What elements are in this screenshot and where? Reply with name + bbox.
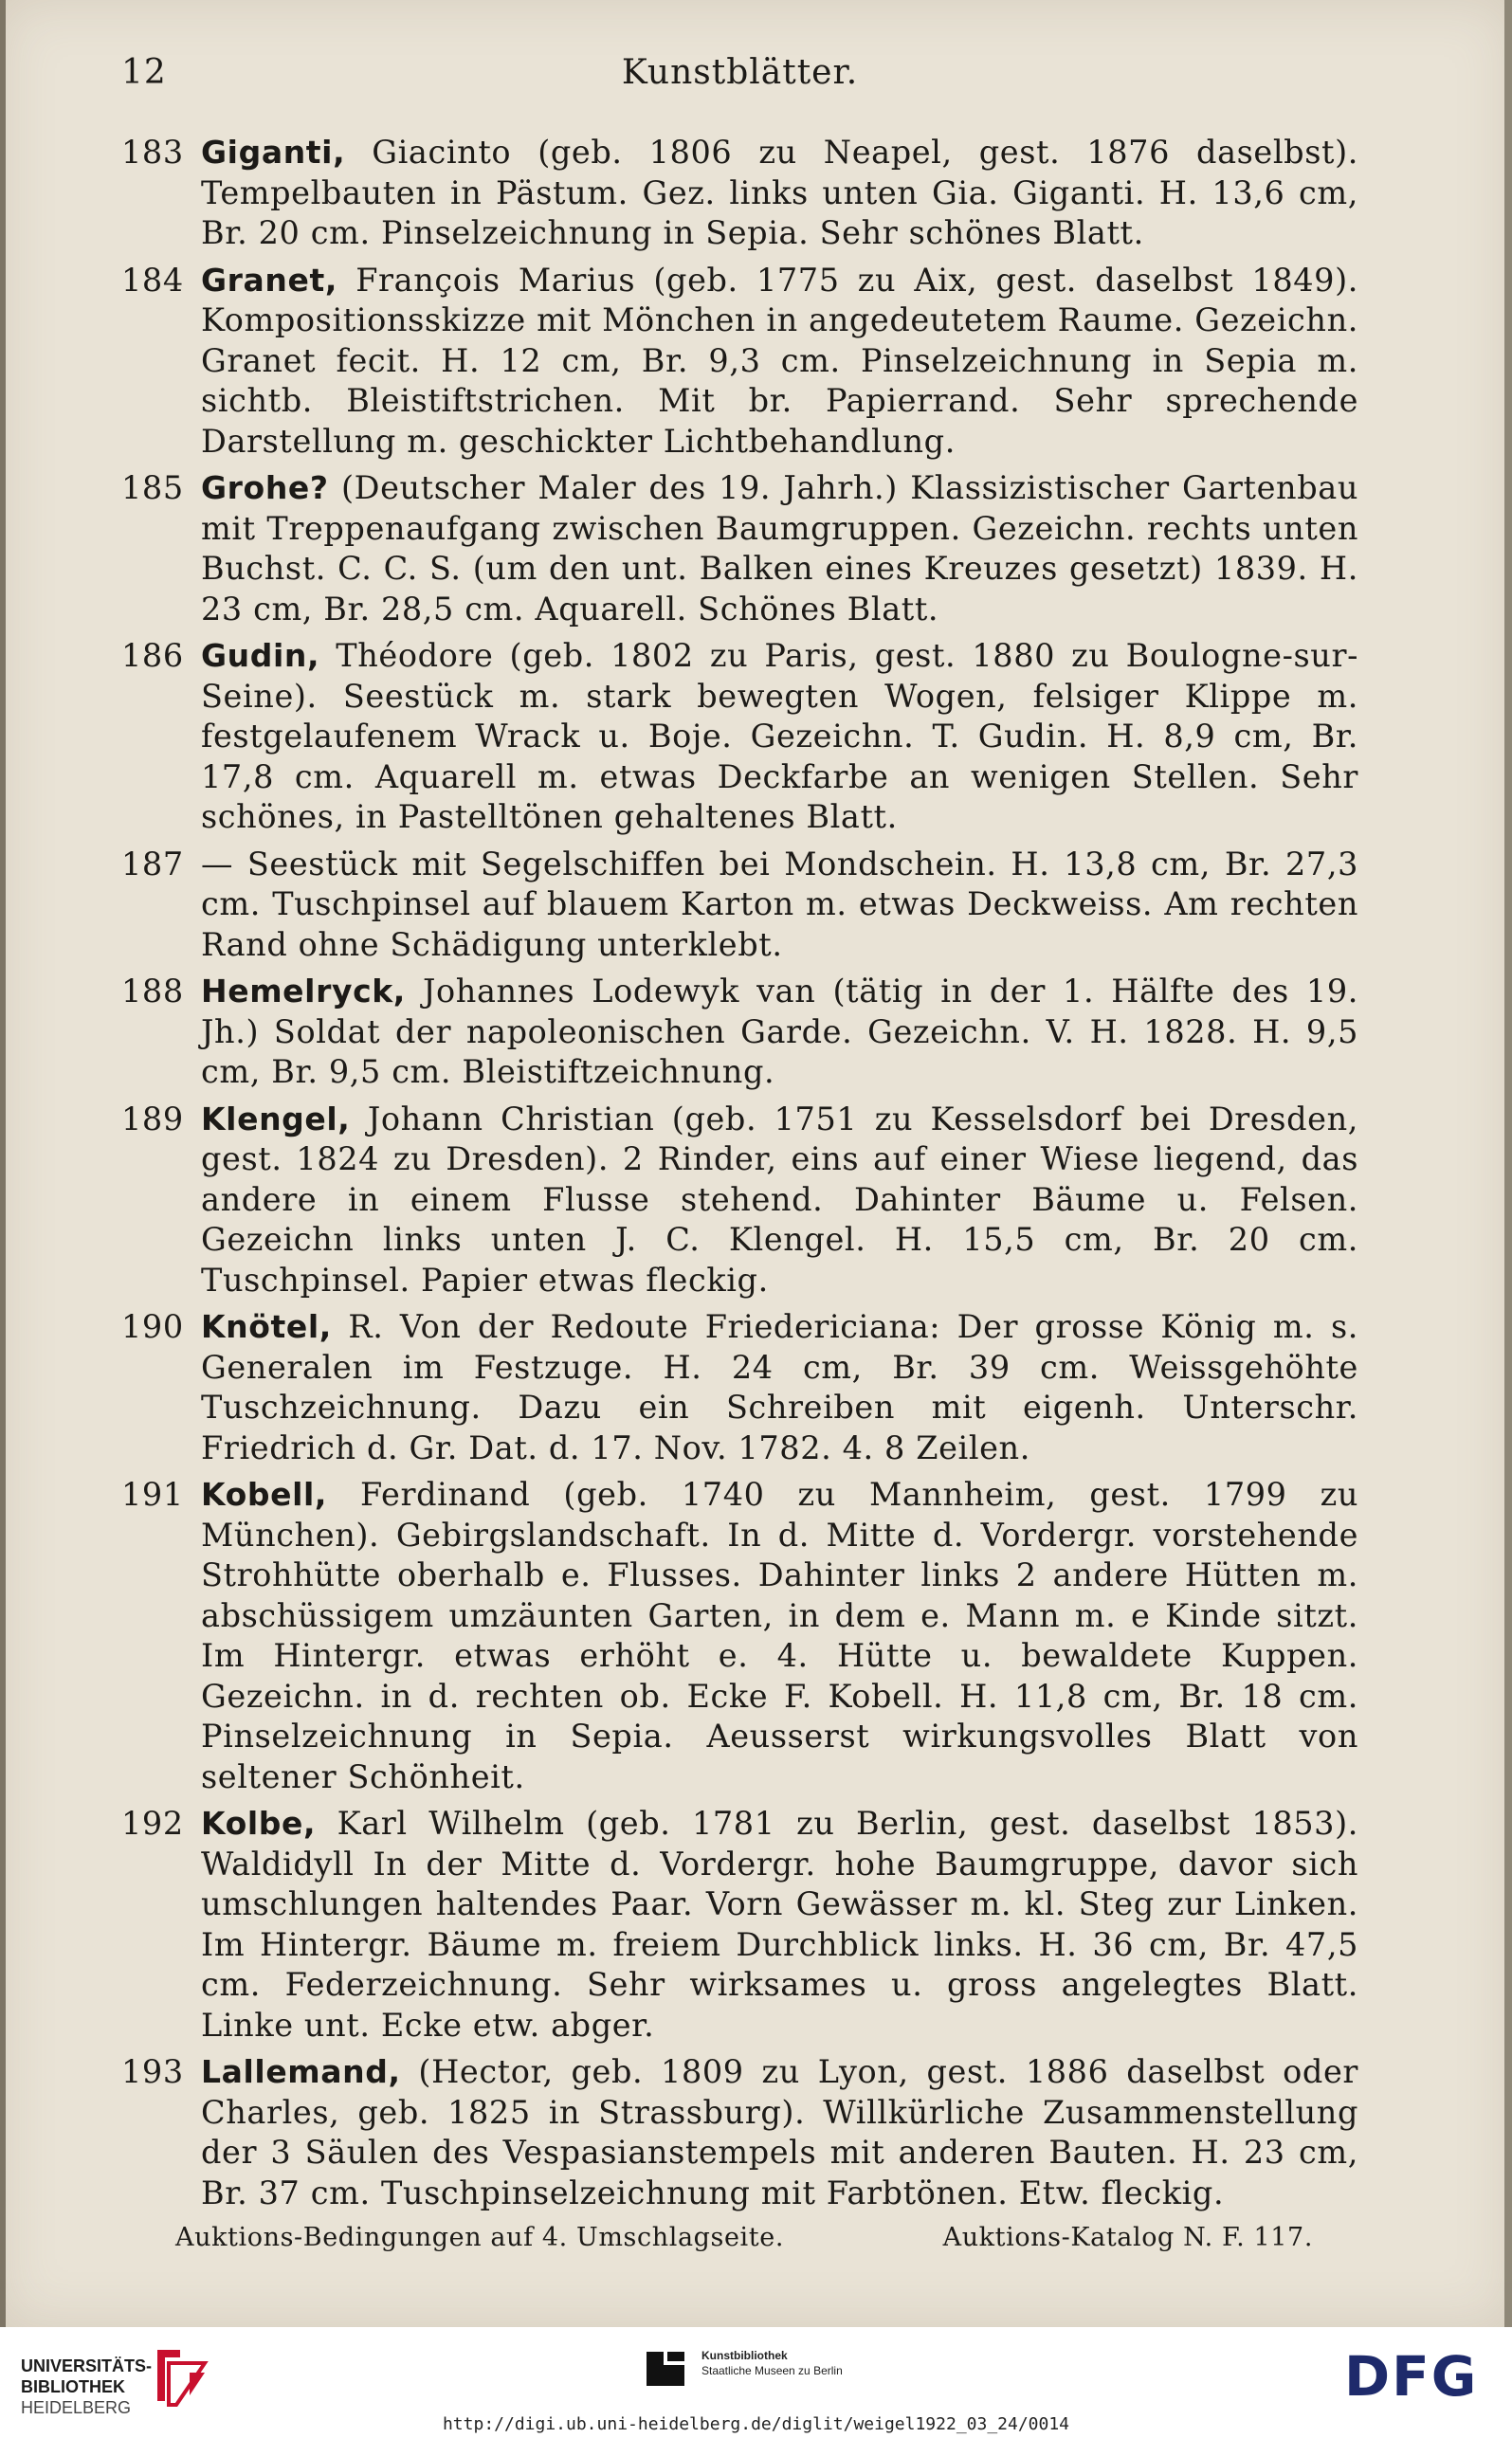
entry-text: (Deutscher Maler des 19. Jahrh.) Klassizistischer Gartenbau mit Treppenaufgang zwischen Baumgruppen. Gezeichn. rechts unten Buchst. C. C. S. (um den unt. Balken eines Kreuzes gesetzt) 1839. H. 23 cm, Br. 28,5 cm. Aquarell. Schönes Blatt. [201, 469, 1358, 628]
artist-name: Hemelryck, [201, 973, 406, 1010]
library-bar [0, 2327, 1512, 2438]
entry-number: 190 [121, 1308, 184, 1345]
artist-name: Kobell, [201, 1476, 328, 1513]
entry-text: (Hector, geb. 1809 zu Lyon, gest. 1886 daselbst oder Charles, geb. 1825 in Strassburg). Willkürliche Zusammenstellung der 3 Säulen des Vespasianstempels mit anderen Bauten. H. 23 cm, Br. 37 cm. Tuschpinselzeichnung mit Farbtönen. Etw. fleckig. [201, 2053, 1358, 2211]
uni-line-2: BIBLIOTHEK [21, 2377, 125, 2396]
artist-name: Granet, [201, 261, 338, 299]
entry-text: — Seestück mit Segelschiffen bei Mondschein. H. 13,8 cm, Br. 27,3 cm. Tuschpinsel auf blauem Karton m. etwas Deckweiss. Am rechten Rand ohne Schädigung unterklebt. [201, 845, 1358, 963]
entry-number: 185 [121, 469, 184, 506]
catalog-entry [121, 972, 1358, 1093]
running-title: Kunstblätter. [621, 53, 859, 92]
entry-number: 193 [121, 2053, 184, 2090]
artist-name: Grohe? [201, 469, 329, 506]
entry-number: 186 [121, 637, 184, 674]
catalog-entry [121, 636, 1358, 838]
catalog-entry [121, 261, 1358, 463]
catalog-entry [121, 1475, 1358, 1797]
catalog-entry [121, 133, 1358, 254]
catalog-entry [121, 2052, 1358, 2213]
catalog-entry [121, 1804, 1358, 2046]
catalog-entry [121, 845, 1358, 966]
entry-number: 187 [121, 845, 184, 882]
entry-text: Johannes Lodewyk van (tätig in der 1. Hälfte des 19. Jh.) Soldat der napoleonischen Garde. Gezeichn. V. H. 1828. H. 9,5 cm, Br. 9,5 cm. Bleistiftzeichnung. [201, 973, 1358, 1090]
kunstbibliothek-label[interactable] [701, 2348, 843, 2378]
kunstbibliothek-logo-icon [645, 2348, 686, 2390]
entry-text: Théodore (geb. 1802 zu Paris, gest. 1880 zu Boulogne-sur-Seine). Seestück m. stark bewegten Wogen, felsiger Klippe m. festgelaufenem Wrack u. Boje. Gezeichn. T. Gudin. H. 8,9 cm, Br. 17,8 cm. Aquarell m. etwas Deckfarbe an wenigen Stellen. Sehr schönes, in Pastelltönen gehaltenes Blatt. [201, 637, 1358, 835]
entry-text: François Marius (geb. 1775 zu Aix, gest. daselbst 1849). Kompositionsskizze mit Mönchen in angedeutetem Raume. Gezeichn. Granet fecit. H. 12 cm, Br. 9,3 cm. Pinselzeichnung in Sepia m. sichtb. Bleistiftstrichen. Mit br. Papierrand. Sehr sprechende Darstellung m. geschickter Lichtbehandlung. [201, 261, 1358, 460]
catalog-entry [121, 468, 1358, 629]
entry-text: Karl Wilhelm (geb. 1781 zu Berlin, gest. daselbst 1853). Waldidyll In der Mitte d. Vordergr. hohe Baumgruppe, davor sich umschlungen haltendes Paar. Vorn Gewässer m. kl. Steg zur Linken. Im Hintergr. Bäume m. freiem Durchblick links. H. 36 cm, Br. 47,5 cm. Federzeichnung. Sehr wirksames u. gross angelegtes Blatt. Linke unt. Ecke etw. abger. [201, 1805, 1358, 2044]
catalog-entry [121, 1307, 1358, 1468]
catalog-entries [121, 133, 1358, 2213]
kb-line-1: Kunstbibliothek [701, 2349, 788, 2362]
dfg-text: DFG [1344, 2346, 1479, 2405]
artist-name: Gudin, [201, 637, 320, 674]
page-number: 12 [121, 53, 167, 92]
uni-heidelberg-logo-icon [152, 2344, 210, 2411]
entry-text: Giacinto (geb. 1806 zu Neapel, gest. 1876 daselbst). Tempelbauten in Pästum. Gez. links unten Gia. Giganti. H. 13,6 cm, Br. 20 cm. Pinselzeichnung in Sepia. Sehr schönes Blatt. [201, 134, 1358, 251]
uni-line-1: UNIVERSITÄTS- [21, 2356, 153, 2375]
page-footer [175, 2223, 1313, 2252]
artist-name: Lallemand, [201, 2053, 401, 2090]
running-header [121, 53, 1358, 95]
catalog-entry [121, 1100, 1358, 1301]
footer-conditions: Auktions-Bedingungen auf 4. Umschlagseite. [175, 2223, 785, 2252]
permalink-url[interactable]: http://digi.ub.uni-heidelberg.de/diglit/weigel1922_03_24/0014 [442, 2414, 1070, 2434]
entry-number: 189 [121, 1100, 184, 1137]
entry-text: Ferdinand (geb. 1740 zu Mannheim, gest. 1799 zu München). Gebirgslandschaft. In d. Mitte d. Vordergr. vorstehende Strohhütte oberhalb e. Flusses. Dahinter links 2 andere Hütten m. abschüssigem umzäunten Garten, in dem e. Mann m. e Kinde sitzt. Im Hintergr. etwas erhöht e. 4. Hütte u. bewaldete Kuppen. Gezeichn. in d. rechten ob. Ecke F. Kobell. H. 11,8 cm, Br. 18 cm. Pinselzeichnung in Sepia. Aeusserst wirkungsvolles Blatt von seltener Schönheit. [201, 1476, 1358, 1795]
entry-number: 191 [121, 1476, 184, 1513]
artist-name: Knötel, [201, 1308, 332, 1345]
artist-name: Giganti, [201, 134, 346, 171]
entry-number: 183 [121, 134, 184, 171]
entry-number: 188 [121, 973, 184, 1010]
entry-text: R. Von der Redoute Friedericiana: Der grosse König m. s. Generalen im Festzuge. H. 24 cm, Br. 39 cm. Weissgehöhte Tuschzeichnung. Dazu ein Schreiben mit eigenh. Unterschr. Friedrich d. Gr. Dat. d. 17. Nov. 1782. 4. 8 Zeilen. [201, 1308, 1358, 1466]
uni-heidelberg-wordmark[interactable] [21, 2356, 152, 2418]
dfg-logo-icon[interactable] [1344, 2346, 1496, 2405]
entry-text: Johann Christian (geb. 1751 zu Kesselsdorf bei Dresden, gest. 1824 zu Dresden). 2 Rinder, eins auf einer Wiese liegend, das andere in einem Flusse stehend. Dahinter Bäume u. Felsen. Gezeichn links unten J. C. Klengel. H. 15,5 cm, Br. 20 cm. Tuschpinsel. Papier etwas fleckig. [201, 1100, 1358, 1299]
artist-name: Klengel, [201, 1100, 351, 1137]
document-page [121, 53, 1358, 2252]
artist-name: Kolbe, [201, 1805, 317, 1842]
entry-number: 192 [121, 1805, 184, 1842]
uni-line-3: HEIDELBERG [21, 2398, 132, 2417]
footer-catalog: Auktions-Katalog N. F. 117. [942, 2223, 1313, 2252]
kb-line-2: Staatliche Museen zu Berlin [701, 2364, 843, 2377]
entry-number: 184 [121, 261, 184, 299]
